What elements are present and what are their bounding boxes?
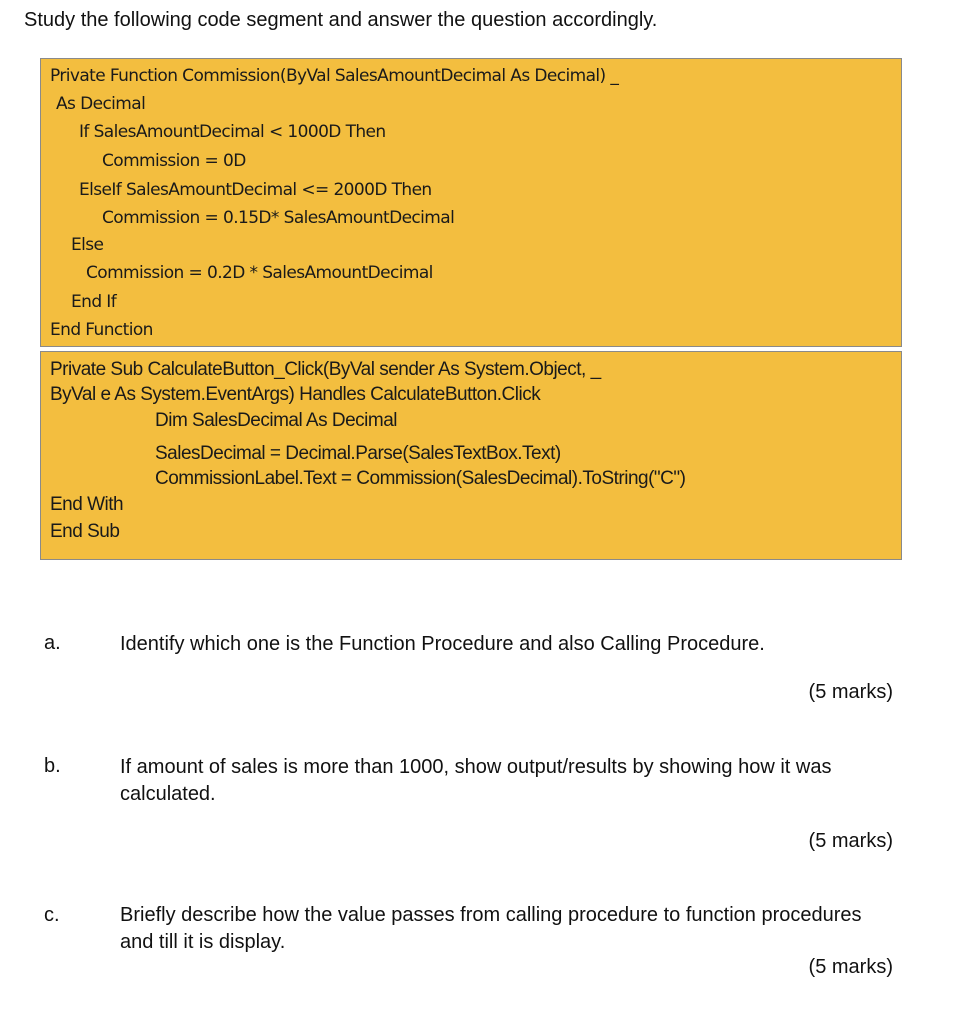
question-letter: c. <box>44 904 60 926</box>
code-line: End If <box>71 292 117 312</box>
code-line: As Decimal <box>56 94 146 114</box>
marks-label: (5 marks) <box>808 830 893 852</box>
code-line: End Sub <box>50 521 120 542</box>
code-line: Commission = 0D <box>102 151 246 171</box>
marks-label: (5 marks) <box>808 681 893 703</box>
code-line: End With <box>50 494 124 515</box>
question-text: Briefly describe how the value passes from calling procedure to function procedures and till it is display. <box>120 904 862 953</box>
question-letter: b. <box>44 755 61 777</box>
sub-code-block <box>40 351 902 560</box>
code-line: Private Function Commission(ByVal SalesAmountDecimal As Decimal) _ <box>50 66 619 86</box>
code-line: Private Sub CalculateButton_Click(ByVal sender As System.Object, _ <box>50 359 601 380</box>
code-line: End Function <box>50 320 153 340</box>
question-text: Identify which one is the Function Procedure and also Calling Procedure. <box>120 633 765 655</box>
code-line: Dim SalesDecimal As Decimal <box>155 410 398 431</box>
code-line: Commission = 0.2D * SalesAmountDecimal <box>86 263 433 283</box>
question-text: If amount of sales is more than 1000, show output/results by showing how it was calculated. <box>120 756 832 805</box>
function-code-block <box>40 58 902 347</box>
code-line: CommissionLabel.Text = Commission(SalesDecimal).ToString("C") <box>155 468 686 489</box>
code-line: Commission = 0.15D* SalesAmountDecimal <box>102 208 455 228</box>
marks-label: (5 marks) <box>808 956 893 978</box>
question-letter: a. <box>44 632 61 654</box>
instruction-text: Study the following code segment and answer the question accordingly. <box>24 9 658 31</box>
code-line: Else <box>71 235 104 255</box>
code-line: If SalesAmountDecimal < 1000D Then <box>79 122 386 142</box>
code-line: SalesDecimal = Decimal.Parse(SalesTextBox.Text) <box>155 443 561 464</box>
code-line: ElseIf SalesAmountDecimal <= 2000D Then <box>79 180 432 200</box>
code-line: ByVal e As System.EventArgs) Handles CalculateButton.Click <box>50 384 541 405</box>
